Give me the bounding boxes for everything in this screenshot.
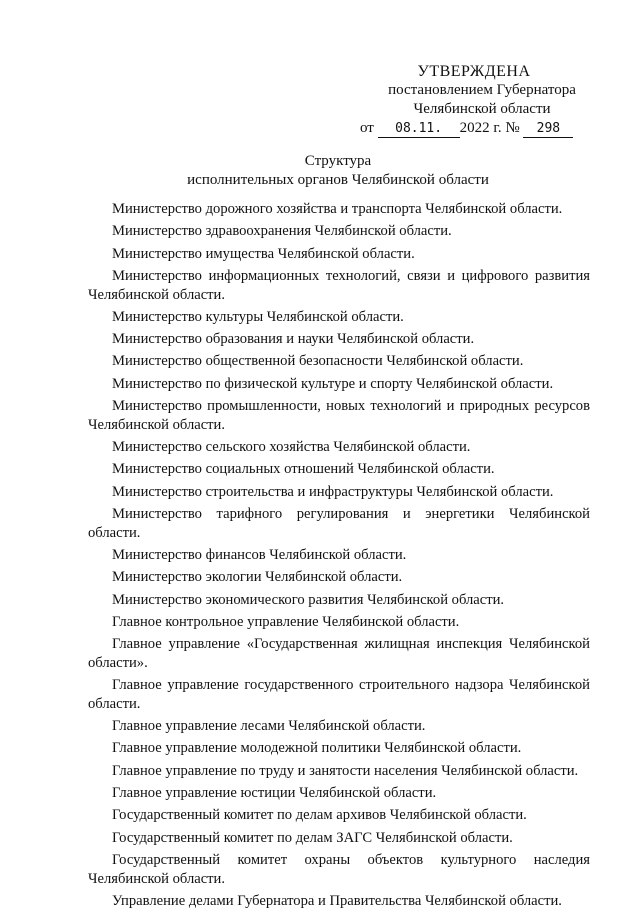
approval-prefix: от: [360, 120, 374, 136]
organ-list: [88, 200, 590, 914]
list-item: Министерство общественной безопасности Челябинской области.: [112, 353, 524, 370]
list-item: Министерство экономического развития Челябинской области.: [112, 591, 505, 608]
list-item: Министерство дорожного хозяйства и транспорта Челябинской области.: [112, 201, 563, 217]
list-item: Государственный комитет по делам ЗАГС Челябинской области.: [112, 829, 513, 846]
list-item: Министерство имущества Челябинской области.: [112, 245, 415, 262]
list-item: Главное контрольное управление Челябинской области.: [112, 613, 460, 630]
list-item: Главное управление лесами Челябинской области.: [112, 718, 426, 735]
list-item: Министерство финансов Челябинской области.: [112, 546, 407, 563]
heading-line-2: исполнительных органов Челябинской области: [187, 172, 489, 188]
list-item: Министерство экологии Челябинской области.: [112, 569, 403, 586]
approval-date-number: [360, 119, 588, 138]
list-item: Главное управление юстиции Челябинской области.: [112, 785, 437, 802]
list-item: Министерство культуры Челябинской области.: [112, 308, 404, 325]
document-heading: [88, 152, 588, 190]
list-item: Министерство по физической культуре и спорту Челябинской области.: [112, 375, 554, 392]
list-item: Государственный комитет по делам архивов Челябинской области.: [112, 807, 527, 824]
approval-year: 2022 г. №: [459, 120, 520, 136]
list-item: Управление делами Губернатора и Правительства Челябинской области.: [112, 892, 562, 909]
list-item: Главное управление «Государственная жилищная инспекция Челябинской области».: [88, 636, 590, 671]
list-item: Главное управление молодежной политики Челябинской области.: [112, 740, 522, 757]
list-item: Министерство социальных отношений Челябинской области.: [112, 461, 495, 478]
heading-line-1: Структура: [304, 153, 372, 169]
list-item: Главное управление по труду и занятости населения Челябинской области.: [112, 762, 579, 779]
list-item: Министерство информационных технологий, связи и цифрового развития Челябинской области.: [88, 267, 590, 303]
list-item: Главное управление государственного строительного надзора Челябинской области.: [88, 677, 590, 712]
list-item: Министерство промышленности, новых технологий и природных ресурсов Челябинской области.: [88, 398, 590, 433]
list-item: Министерство тарифного регулирования и энергетики Челябинской области.: [88, 505, 590, 541]
list-item: Государственный комитет охраны объектов культурного наследия Челябинской области.: [88, 851, 590, 887]
approval-number: 298: [523, 121, 573, 138]
approval-date: 08.11.: [378, 121, 460, 138]
list-item: Министерство строительства и инфраструктуры Челябинской области.: [112, 483, 554, 500]
approval-line-2: Челябинской области: [413, 101, 551, 117]
approval-stamp: [360, 62, 588, 138]
approval-title: УТВЕРЖДЕНА: [417, 63, 531, 80]
list-item: Министерство образования и науки Челябинской области.: [112, 331, 475, 348]
list-item: Министерство здравоохранения Челябинской области.: [112, 223, 452, 240]
approval-line-1: постановлением Губернатора: [388, 82, 576, 98]
list-item: Министерство сельского хозяйства Челябинской области.: [112, 439, 471, 456]
